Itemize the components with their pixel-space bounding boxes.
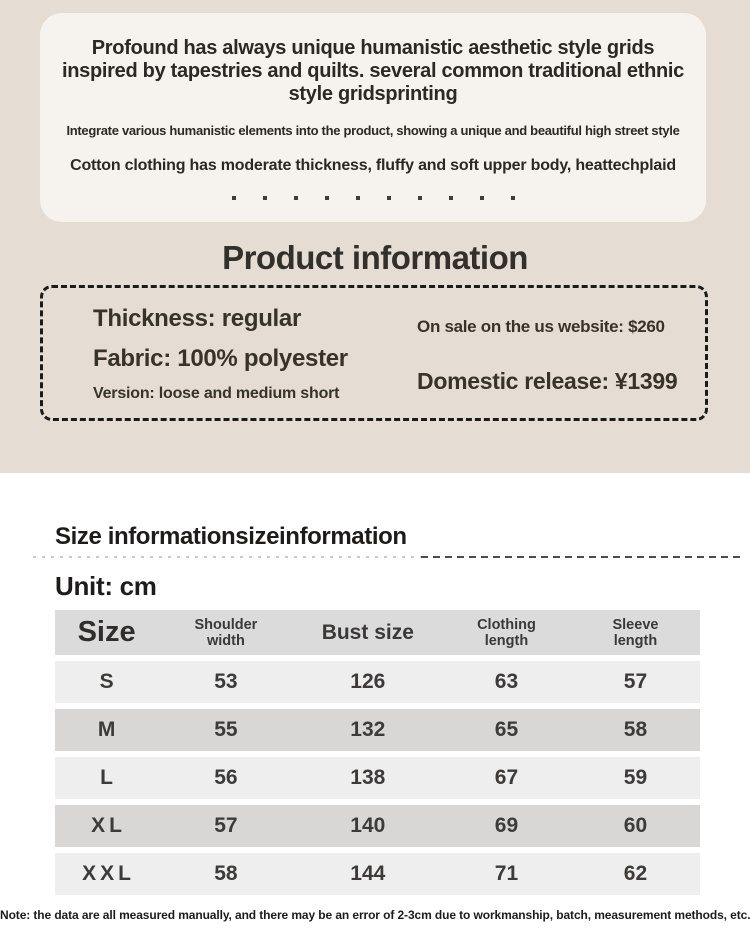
us-price-line: On sale on the us website: $260	[417, 317, 665, 336]
bust-value: 140	[350, 814, 386, 837]
size-label: M	[97, 718, 120, 741]
header-sleeve-length	[571, 617, 700, 649]
shoulder-value: 58	[214, 862, 238, 885]
shoulder-value: 57	[214, 814, 238, 837]
header-size: Size	[77, 616, 136, 648]
dot-icon	[263, 196, 267, 200]
product-information-title: Product information	[222, 239, 528, 276]
dot-icon	[356, 196, 360, 200]
dot-icon	[387, 196, 391, 200]
dot-icon	[294, 196, 298, 200]
header-bust-size: Bust size	[321, 620, 414, 644]
bust-value: 138	[350, 766, 386, 789]
intro-description: Cotton clothing has moderate thickness, fluffy and soft upper body, heattechplaid	[70, 157, 676, 174]
unit-label: Unit: cm	[55, 571, 157, 601]
dot-icon	[325, 196, 329, 200]
product-info-right-column	[417, 288, 705, 418]
header-shoulder-width-text: Shoulder width	[194, 616, 258, 649]
header-clothing-length	[442, 617, 571, 649]
bust-value: 132	[350, 718, 386, 741]
bust-value: 144	[350, 862, 386, 885]
intro-headline-line-1: Profound has always unique humanistic aesthetic style grids	[91, 37, 655, 59]
clothing-value: 65	[494, 718, 519, 741]
intro-subline: Integrate various humanistic elements into the product, showing a unique and beautiful high street style	[66, 123, 680, 138]
sleeve-value: 58	[623, 718, 648, 741]
intro-headline-line-2: inspired by tapestries and quilts. several common traditional ethnic	[62, 60, 684, 82]
dot-icon	[511, 196, 515, 200]
clothing-value: 69	[494, 814, 519, 837]
header-clothing-length-text: Clothing length	[477, 616, 536, 649]
dot-icon	[418, 196, 422, 200]
table-row-m	[55, 709, 700, 751]
intro-card	[40, 13, 706, 222]
rule-light-segment	[33, 556, 421, 558]
size-label: L	[100, 766, 117, 789]
sleeve-value: 59	[623, 766, 648, 789]
size-section-title: Size informationsizeinformation	[55, 523, 407, 550]
size-table-header-row	[55, 610, 700, 655]
intro-headline	[40, 37, 706, 106]
table-row-xl	[55, 805, 700, 847]
table-row-s	[55, 661, 700, 703]
shoulder-value: 56	[214, 766, 238, 789]
measurement-note: Note: the data are all measured manually, and there may be an error of 2-3cm due to workmanship, batch, measurement methods, etc.	[0, 908, 750, 922]
clothing-value: 67	[494, 766, 519, 789]
fabric-line: Fabric: 100% polyester	[93, 345, 348, 372]
sleeve-value: 62	[623, 862, 648, 885]
size-table	[55, 610, 700, 895]
size-label: S	[99, 670, 118, 693]
clothing-value: 71	[494, 862, 519, 885]
thickness-line: Thickness: regular	[93, 305, 302, 332]
dot-icon	[480, 196, 484, 200]
dot-icon	[449, 196, 453, 200]
sleeve-value: 60	[623, 814, 648, 837]
domestic-price-line: Domestic release: ¥1399	[417, 368, 678, 394]
header-sleeve-length-text: Sleeve length	[612, 616, 659, 649]
dots-row	[40, 196, 706, 200]
size-title-rule	[33, 555, 744, 558]
product-info-left-column	[43, 288, 417, 418]
intro-headline-line-3: style gridsprinting	[288, 83, 458, 105]
shoulder-value: 55	[214, 718, 238, 741]
rule-dark-segment	[421, 556, 744, 558]
table-row-xxl	[55, 853, 700, 895]
header-shoulder-width	[158, 617, 293, 649]
shoulder-value: 53	[214, 670, 238, 693]
size-section	[0, 473, 750, 922]
top-section	[0, 0, 750, 473]
table-row-l	[55, 757, 700, 799]
version-line: Version: loose and medium short	[93, 385, 340, 402]
sleeve-value: 57	[623, 670, 648, 693]
clothing-value: 63	[494, 670, 519, 693]
product-info-box	[40, 285, 708, 421]
dot-icon	[232, 196, 236, 200]
size-label: XL	[91, 814, 127, 837]
bust-value: 126	[350, 670, 386, 693]
size-label: XXL	[82, 862, 136, 885]
